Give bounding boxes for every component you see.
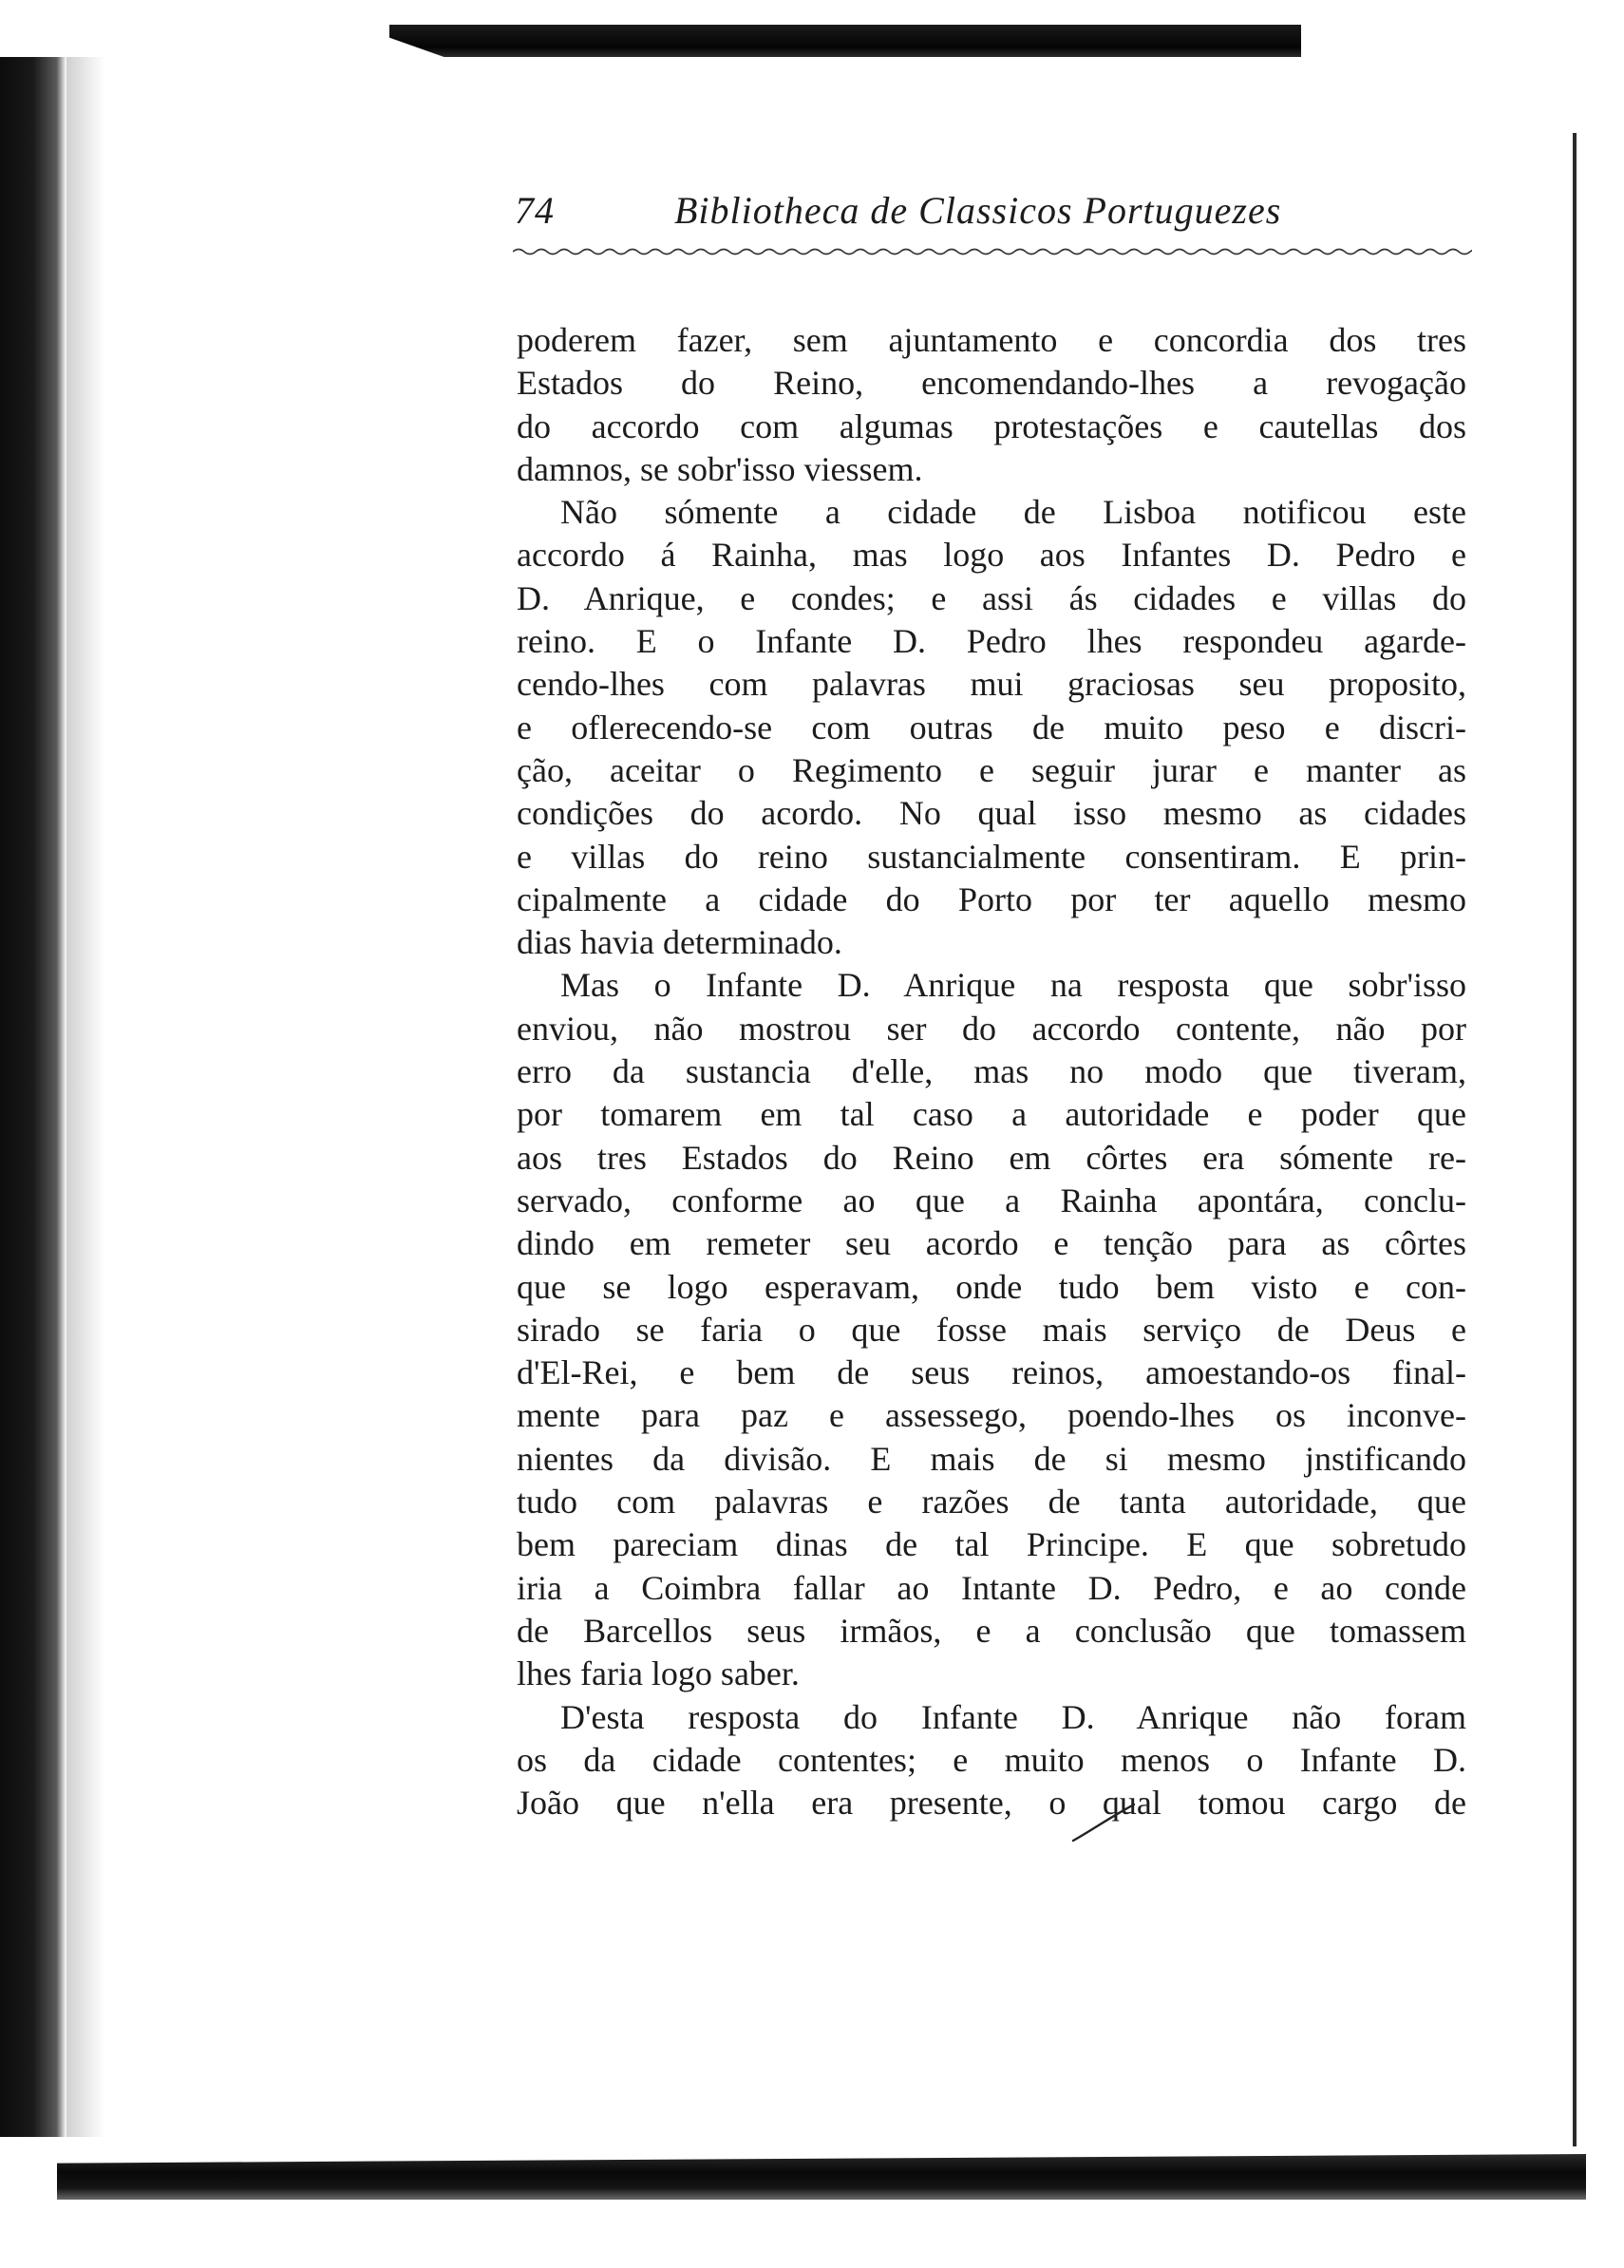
text-line: accordo á Rainha, mas logo aos Infantes D. Pedro e xyxy=(517,536,1466,575)
text-line: tudo com palavras e razões de tanta autoridade, que xyxy=(517,1483,1466,1521)
text-line: os da cidade contentes; e muito menos o Infante D. xyxy=(517,1740,1466,1779)
text-line: do accordo com algumas protestações e cautellas dos xyxy=(517,406,1466,445)
text-line: damnos, se sobr'isso viessem. xyxy=(517,449,923,488)
text-line: aos tres Estados do Reino em côrtes era sómente re- xyxy=(517,1138,1466,1177)
text-line: mente para paz e assessego, poendo-lhes os inconve- xyxy=(517,1396,1466,1435)
text-line: dindo em remeter seu acordo e tenção para as côrtes xyxy=(517,1224,1466,1263)
text-line: que se logo esperavam, onde tudo bem visto e con- xyxy=(517,1267,1466,1306)
text-line: cipalmente a cidade do Porto por ter aquello mesmo xyxy=(517,879,1466,918)
text-line: reino. E o Infante D. Pedro lhes respondeu agarde- xyxy=(517,622,1466,661)
body-text xyxy=(517,319,1466,1824)
text-line: iria a Coimbra fallar ao Intante D. Pedro, e ao conde xyxy=(517,1568,1466,1607)
text-line: sirado se faria o que fosse mais serviço de Deus e xyxy=(517,1310,1466,1349)
scan-top-shadow xyxy=(389,25,1301,57)
text-line: nientes da divisão. E mais de si mesmo jnstificando xyxy=(517,1439,1466,1478)
scan-bottom-shadow xyxy=(57,2154,1586,2200)
scan-left-shadow xyxy=(0,57,66,2137)
text-line: servado, conforme ao que a Rainha apontára, conclu- xyxy=(517,1181,1466,1219)
scan-left-shadow-fade xyxy=(66,57,104,2137)
text-line: e oflerecendo-se com outras de muito peso e discri- xyxy=(517,708,1466,747)
text-line: poderem fazer, sem ajuntamento e concordia dos tres xyxy=(517,321,1466,359)
text-line: D'esta resposta do Infante D. Anrique não foram xyxy=(560,1697,1466,1736)
text-line: D. Anrique, e condes; e assi ás cidades e villas do xyxy=(517,578,1466,617)
text-line: cendo-lhes com palavras mui graciosas seu proposito, xyxy=(517,665,1466,704)
text-line: bem pareciam dinas de tal Principe. E que sobretudo xyxy=(517,1525,1466,1564)
text-line: João que n'ella era presente, o qual tomou cargo de xyxy=(517,1784,1466,1823)
text-line: lhes faria logo saber. xyxy=(517,1654,800,1693)
page-number: 74 xyxy=(515,189,555,232)
text-line: e villas do reino sustancialmente consentiram. E prin- xyxy=(517,837,1466,876)
text-line: Mas o Infante D. Anrique na resposta que sobr'isso xyxy=(560,966,1466,1005)
text-line: erro da sustancia d'elle, mas no modo que tiveram, xyxy=(517,1052,1466,1091)
text-line: Estados do Reino, encomendando-lhes a revogação xyxy=(517,364,1466,403)
text-line: d'El-Rei, e bem de seus reinos, amoestando-os final- xyxy=(517,1353,1466,1392)
book-title: Bibliotheca de Classicos Portuguezes xyxy=(674,189,1282,232)
scan-right-edge xyxy=(1573,133,1577,2146)
text-line: dias havia determinado. xyxy=(517,923,842,962)
pen-stroke-mark xyxy=(1071,1803,1138,1844)
text-line: ção, aceitar o Regimento e seguir jurar e manter as xyxy=(517,750,1466,789)
text-line: por tomarem em tal caso a autoridade e poder que xyxy=(517,1095,1466,1134)
text-line: Não sómente a cidade de Lisboa notificou este xyxy=(560,493,1466,532)
text-line: de Barcellos seus irmãos, e a conclusão que tomassem xyxy=(517,1611,1466,1650)
text-line: condições do acordo. No qual isso mesmo as cidades xyxy=(517,794,1466,833)
running-head xyxy=(513,188,1472,245)
header-wavy-rule xyxy=(513,245,1472,258)
text-line: enviou, não mostrou ser do accordo contente, não por xyxy=(517,1009,1466,1048)
